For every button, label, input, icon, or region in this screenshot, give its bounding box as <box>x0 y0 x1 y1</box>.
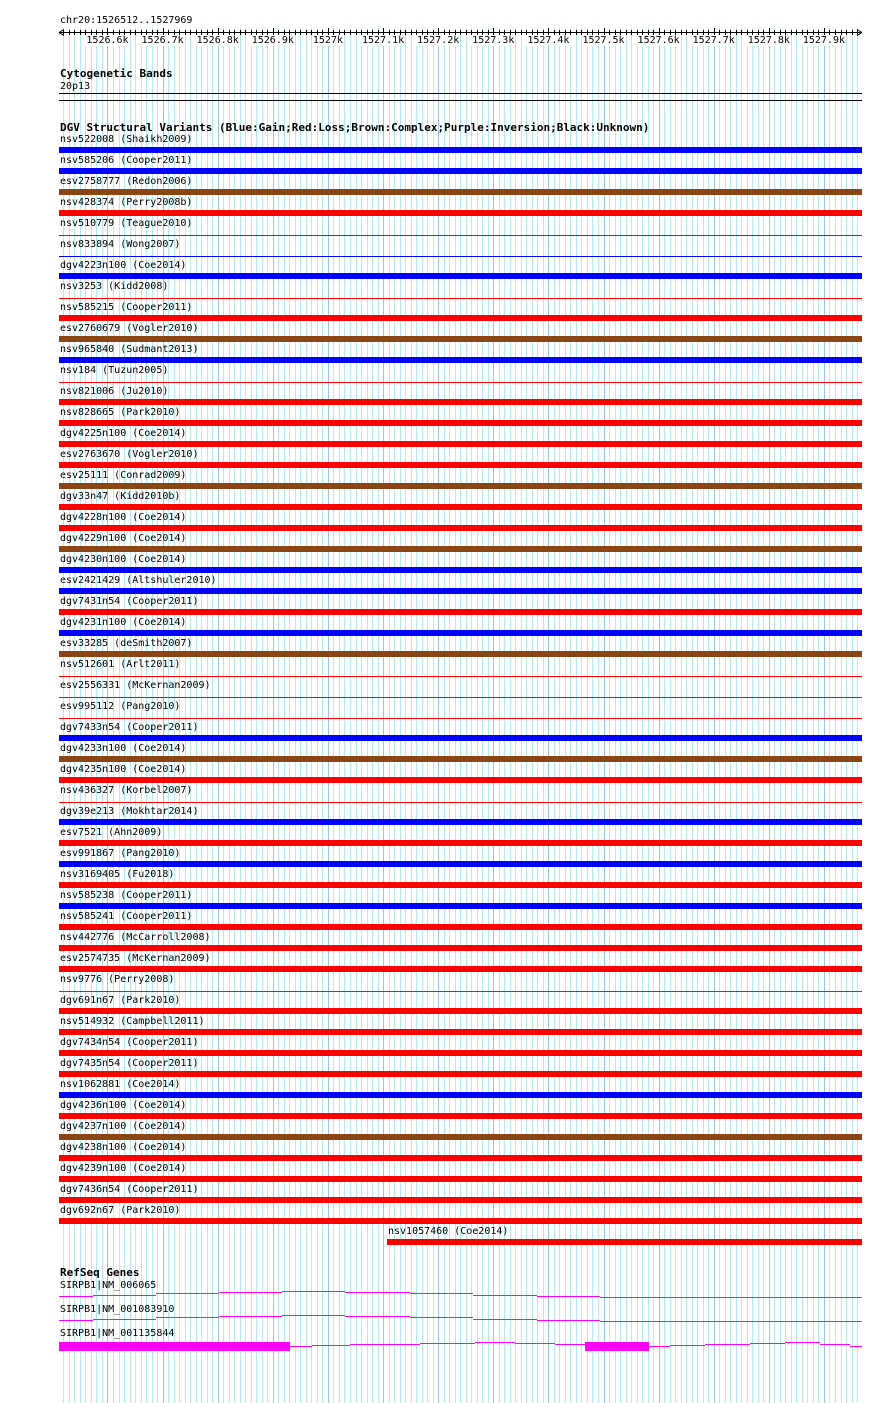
ruler-tick-label: 1527.5k <box>582 35 625 46</box>
gene-label: SIRPB1|NM_006065 <box>60 1280 157 1291</box>
gene-model[interactable] <box>59 1292 862 1298</box>
variant-label: nsv821006 (Ju2010) <box>60 386 169 397</box>
variant-label: nsv436327 (Korbel2007) <box>60 785 193 796</box>
variant-bar-gain[interactable] <box>59 147 862 153</box>
variant-bar-complex[interactable] <box>59 991 862 992</box>
variant-label: nsv1057460 (Coe2014) <box>388 1226 509 1237</box>
variant-label: nsv3253 (Kidd2008) <box>60 281 169 292</box>
variant-bar-loss[interactable] <box>59 802 862 803</box>
variant-bar-gain[interactable] <box>59 819 862 825</box>
variant-bar-gain[interactable] <box>59 256 862 257</box>
variant-label: dgv4239n100 (Coe2014) <box>60 1163 187 1174</box>
variant-label: dgv4225n100 (Coe2014) <box>60 428 187 439</box>
variant-bar-loss[interactable] <box>59 210 862 216</box>
variant-bar-loss[interactable] <box>59 298 862 299</box>
variant-label: nsv585238 (Cooper2011) <box>60 890 193 901</box>
ruler-tick-label: 1527.4k <box>527 35 570 46</box>
gene-model[interactable] <box>59 1316 862 1322</box>
variant-label: dgv4223n100 (Coe2014) <box>60 260 187 271</box>
variant-label: dgv7436n54 (Cooper2011) <box>60 1184 199 1195</box>
variant-label: esv995112 (Pang2010) <box>60 701 181 712</box>
variant-label: dgv7434n54 (Cooper2011) <box>60 1037 199 1048</box>
variant-label: dgv4236n100 (Coe2014) <box>60 1100 187 1111</box>
variant-label: nsv828665 (Park2010) <box>60 407 181 418</box>
variant-bar-loss[interactable] <box>59 924 862 930</box>
variant-bar-loss[interactable] <box>59 945 862 951</box>
variant-bar-gain[interactable] <box>59 567 862 573</box>
variant-bar-loss[interactable] <box>59 441 862 447</box>
variant-label: esv991867 (Pang2010) <box>60 848 181 859</box>
ruler-tick-label: 1527.7k <box>692 35 735 46</box>
variant-bar-complex[interactable] <box>59 546 862 552</box>
ruler-tick-label: 1527.6k <box>637 35 680 46</box>
variant-label: esv7521 (Ahn2009) <box>60 827 163 838</box>
gene-exon[interactable] <box>59 1342 290 1351</box>
variant-label: nsv585241 (Cooper2011) <box>60 911 193 922</box>
variant-label: nsv3169405 (Fu2018) <box>60 869 175 880</box>
variant-label: nsv510779 (Teague2010) <box>60 218 193 229</box>
variant-label: esv2763670 (Vogler2010) <box>60 449 199 460</box>
ruler-tick-label: 1527.3k <box>472 35 515 46</box>
variant-label: nsv965840 (Sudmant2013) <box>60 344 199 355</box>
variant-label: dgv4238n100 (Coe2014) <box>60 1142 187 1153</box>
variant-label: nsv833894 (Wong2007) <box>60 239 181 250</box>
variant-label: dgv4229n100 (Coe2014) <box>60 533 187 544</box>
variant-bar-gain[interactable] <box>59 861 862 867</box>
ruler-tick-label: 1526.9k <box>251 35 294 46</box>
cytoband-label: 20p13 <box>60 81 91 92</box>
variant-label: esv33285 (deSmith2007) <box>60 638 193 649</box>
variant-label: nsv512601 (Arlt2011) <box>60 659 181 670</box>
gene-exon[interactable] <box>585 1342 649 1351</box>
refseq-track <box>0 1280 890 1360</box>
variant-bar-loss[interactable] <box>59 382 862 383</box>
variant-label: esv25111 (Conrad2009) <box>60 470 187 481</box>
refseq-track-title: RefSeq Genes <box>60 1266 140 1279</box>
variant-bar-loss[interactable] <box>59 840 862 846</box>
variant-bar-complex[interactable] <box>59 189 862 195</box>
variant-bar-gain[interactable] <box>59 903 862 909</box>
ruler-tick-label: 1526.6k <box>86 35 129 46</box>
variant-bar-loss[interactable] <box>59 399 862 405</box>
dgv-track-title: DGV Structural Variants (Blue:Gain;Red:Loss;Brown:Complex;Purple:Inversion;Black:Unknown) <box>60 121 650 134</box>
variant-bar-gain[interactable] <box>59 588 862 594</box>
variant-bar-loss[interactable] <box>59 676 862 677</box>
variant-bar-loss[interactable] <box>59 1008 862 1014</box>
variant-bar-loss[interactable] <box>59 315 862 321</box>
variant-label: dgv7433n54 (Cooper2011) <box>60 722 199 733</box>
variant-bar-gain[interactable] <box>59 357 862 363</box>
variant-bar-loss[interactable] <box>59 462 862 468</box>
variant-label: nsv522008 (Shaikh2009) <box>60 134 193 145</box>
ruler-tick-label: 1527.8k <box>747 35 790 46</box>
variant-label: nsv184 (Tuzun2005) <box>60 365 169 376</box>
variant-bar-gain[interactable] <box>59 630 862 636</box>
variant-bar-complex[interactable] <box>59 1134 862 1140</box>
variant-label: nsv585206 (Cooper2011) <box>60 155 193 166</box>
ruler-tick-label: 1526.7k <box>141 35 184 46</box>
variant-label: esv2574735 (McKernan2009) <box>60 953 211 964</box>
variant-bar-loss[interactable] <box>59 235 862 236</box>
variant-label: dgv7435n54 (Cooper2011) <box>60 1058 199 1069</box>
variant-label: nsv442776 (McCarroll2008) <box>60 932 211 943</box>
variant-bar-gain[interactable] <box>59 273 862 279</box>
variant-bar-gain[interactable] <box>59 735 862 741</box>
track-divider <box>59 100 862 101</box>
variant-label: dgv7431n54 (Cooper2011) <box>60 596 199 607</box>
variant-bar-loss[interactable] <box>59 1218 862 1224</box>
variant-label: nsv585215 (Cooper2011) <box>60 302 193 313</box>
variant-bar-loss[interactable] <box>59 777 862 783</box>
ruler-tick-label: 1527.2k <box>417 35 460 46</box>
variant-label: nsv1062881 (Coe2014) <box>60 1079 181 1090</box>
cytoband-bar[interactable] <box>59 93 862 94</box>
variant-label: dgv4235n100 (Coe2014) <box>60 764 187 775</box>
variant-label: dgv692n67 (Park2010) <box>60 1205 181 1216</box>
variant-bar-loss[interactable] <box>59 718 862 719</box>
variant-bar-loss[interactable] <box>59 1113 862 1119</box>
variant-bar-complex[interactable] <box>59 756 862 762</box>
ruler-tick-label: 1527.9k <box>802 35 846 46</box>
variant-bar-loss[interactable] <box>387 1239 862 1245</box>
variant-bar-loss[interactable] <box>59 1071 862 1077</box>
gene-label: SIRPB1|NM_001083910 <box>60 1304 175 1315</box>
variant-bar-loss[interactable] <box>59 1050 862 1056</box>
variant-bar-loss[interactable] <box>59 697 862 698</box>
variant-bar-loss[interactable] <box>59 1176 862 1182</box>
gene-label: SIRPB1|NM_001135844 <box>60 1328 175 1339</box>
variant-label: dgv691n67 (Park2010) <box>60 995 181 1006</box>
variant-label: nsv9776 (Perry2008) <box>60 974 175 985</box>
variant-bar-loss[interactable] <box>59 1155 862 1161</box>
variant-bar-complex[interactable] <box>59 336 862 342</box>
variant-label: dgv4237n100 (Coe2014) <box>60 1121 187 1132</box>
variant-bar-loss[interactable] <box>59 966 862 972</box>
variant-label: dgv4228n100 (Coe2014) <box>60 512 187 523</box>
variant-bar-complex[interactable] <box>59 483 862 489</box>
variant-bar-gain[interactable] <box>59 168 862 174</box>
variant-label: dgv4233n100 (Coe2014) <box>60 743 187 754</box>
ruler-tick-label: 1527k <box>312 35 343 46</box>
variant-label: dgv4231n100 (Coe2014) <box>60 617 187 628</box>
variant-bar-loss[interactable] <box>59 609 862 615</box>
variant-label: nsv514932 (Campbell2011) <box>60 1016 205 1027</box>
variant-bar-loss[interactable] <box>59 525 862 531</box>
ruler-tick-label: 1527.1k <box>361 35 405 46</box>
variant-bar-loss[interactable] <box>59 1029 862 1035</box>
variant-bar-loss[interactable] <box>59 1197 862 1203</box>
variant-label: dgv33n47 (Kidd2010b) <box>60 491 181 502</box>
ruler-tick-label: 1526.8k <box>196 35 239 46</box>
variant-label: nsv428374 (Perry2008b) <box>60 197 193 208</box>
variant-bar-loss[interactable] <box>59 504 862 510</box>
variant-label: esv2556331 (McKernan2009) <box>60 680 211 691</box>
variant-label: esv2760679 (Vogler2010) <box>60 323 199 334</box>
variant-bar-complex[interactable] <box>59 651 862 657</box>
variant-bar-loss[interactable] <box>59 420 862 426</box>
gene-intron <box>649 1343 862 1347</box>
region-label: chr20:1526512..1527969 <box>60 15 193 26</box>
variant-bar-gain[interactable] <box>59 1092 862 1098</box>
variant-label: dgv4230n100 (Coe2014) <box>60 554 187 565</box>
cytoband-track-title: Cytogenetic Bands <box>60 67 173 80</box>
variant-label: esv2421429 (Altshuler2010) <box>60 575 217 586</box>
variant-label: esv2758777 (Redon2006) <box>60 176 193 187</box>
variant-label: dgv39e213 (Mokhtar2014) <box>60 806 199 817</box>
gene-intron <box>290 1343 585 1347</box>
variant-bar-loss[interactable] <box>59 882 862 888</box>
